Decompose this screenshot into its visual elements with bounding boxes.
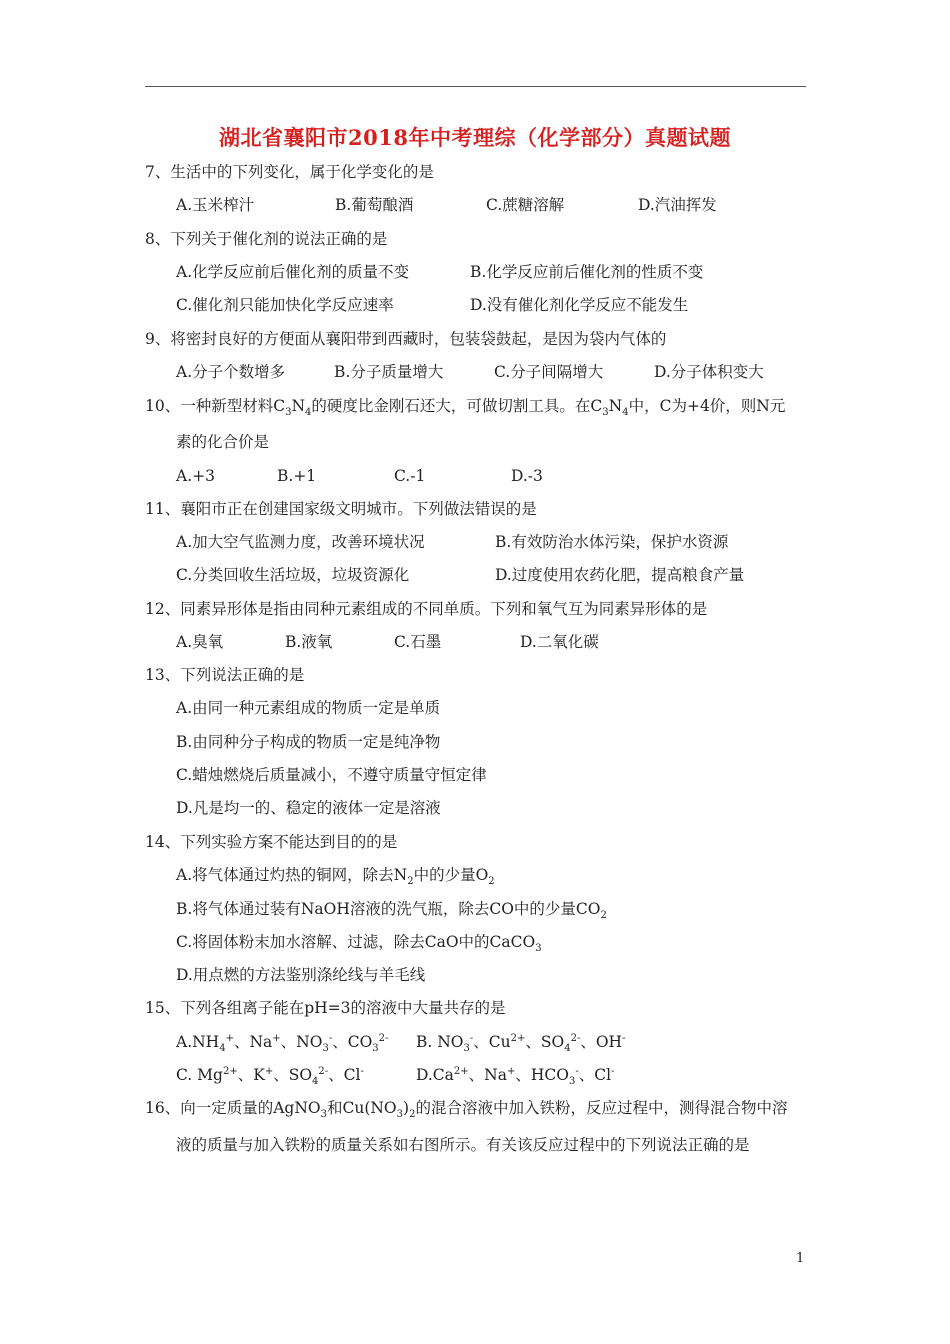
question-13-stem: 13、下列说法正确的是 <box>145 666 305 684</box>
question-10-option-a: A.+3 <box>176 467 215 485</box>
question-7-option-c: C.蔗糖溶解 <box>486 196 565 214</box>
question-10-stem: 10、一种新型材料$C_3N_4$的硬度比金刚石还大，可做切割工具。在$C_3N_4$中，C为+4价，则N元 <box>145 397 786 419</box>
question-16-stem: 16、向一定质量的AgNO$_3$和$Cu(NO_3)_2$的混合溶液中加入铁粉，反应过程中，测得混合物中溶 <box>145 1099 788 1121</box>
question-8-option-b: B.化学反应前后催化剂的性质不变 <box>470 263 704 281</box>
page-number: 1 <box>796 1251 805 1266</box>
question-12-option-b: B.液氧 <box>285 633 333 651</box>
question-15-option-a: $A.NH_4^+$、Na+、$NO_3^-$、$CO_3^{2-}$ <box>176 1032 389 1055</box>
question-13-option-b: B.由同种分子构成的物质一定是纯净物 <box>176 733 441 751</box>
question-10-stem-line-2: 素的化合价是 <box>176 433 270 451</box>
question-13-option-c: C.蜡烛燃烧后质量减小，不遵守质量守恒定律 <box>176 766 487 784</box>
question-7-option-b: B.葡萄酿酒 <box>335 196 414 214</box>
question-9-option-d: D.分子体积变大 <box>654 363 764 381</box>
question-12-option-a: A.臭氧 <box>176 633 224 651</box>
page-title: 湖北省襄阳市2018年中考理综（化学部分）真题试题 <box>219 125 731 150</box>
question-8-option-d: D.没有催化剂化学反应不能发生 <box>470 296 689 314</box>
question-7-stem: 7、生活中的下列变化，属于化学变化的是 <box>145 163 434 181</box>
question-13-option-a: A.由同一种元素组成的物质一定是单质 <box>176 699 441 717</box>
question-16-stem-line-2: 液的质量与加入铁粉的质量关系如右图所示。有关该反应过程中的下列说法正确的是 <box>176 1136 750 1154</box>
question-12-stem: 12、同素异形体是指由同种元素组成的不同单质。下列和氧气互为同素异形体的是 <box>145 600 708 618</box>
question-9-stem: 9、将密封良好的方便面从襄阳带到西藏时，包装袋鼓起，是因为袋内气体的 <box>145 330 667 348</box>
question-7-option-d: D.汽油挥发 <box>638 196 717 214</box>
question-8-option-c: C.催化剂只能加快化学反应速率 <box>176 296 394 314</box>
question-11-option-a: A.加大空气监测力度，改善环境状况 <box>176 533 425 551</box>
question-12-option-d: D.二氧化碳 <box>520 633 599 651</box>
question-12-option-c: C.石墨 <box>394 633 442 651</box>
question-15-option-c: C. $Mg^{2+}$、K+、$SO_4^{2-}$、Cl- <box>176 1065 364 1088</box>
question-11-option-d: D.过度使用农药化肥，提高粮食产量 <box>495 566 745 584</box>
question-14-option-d: D.用点燃的方法鉴别涤纶线与羊毛线 <box>176 966 426 984</box>
header-rule <box>145 86 806 87</box>
question-10-option-c: C.-1 <box>394 467 426 485</box>
question-10-option-b: B.+1 <box>277 467 317 485</box>
question-9-option-c: C.分子间隔增大 <box>494 363 604 381</box>
question-14-option-b: B.将气体通过装有NaOH溶液的洗气瓶，除去CO中的少量$CO_2$ <box>176 900 607 922</box>
question-8-stem: 8、下列关于催化剂的说法正确的是 <box>145 230 388 248</box>
question-14-stem: 14、下列实验方案不能达到目的的是 <box>145 833 398 851</box>
question-14-option-c: C.将固体粉末加水溶解、过滤，除去CaO中的CaCO$_3$ <box>176 933 542 955</box>
question-9-option-a: A.分子个数增多 <box>176 363 286 381</box>
question-8-option-a: A.化学反应前后催化剂的质量不变 <box>176 263 410 281</box>
question-15-option-b: B. $NO_3^-$、$Cu^{2+}$、$SO_4^{2-}$、OH- <box>416 1032 626 1055</box>
question-7-option-a: A.玉米榨汁 <box>176 196 255 214</box>
question-15-option-d: $D.Ca^{2+}$、Na+、$HCO_3^-$、Cl- <box>416 1065 615 1088</box>
question-10-option-d: D.-3 <box>511 467 543 485</box>
question-9-option-b: B.分子质量增大 <box>334 363 444 381</box>
question-11-stem: 11、襄阳市正在创建国家级文明城市。下列做法错误的是 <box>145 500 537 518</box>
question-15-stem: 15、下列各组离子能在pH=3的溶液中大量共存的是 <box>145 999 506 1017</box>
question-11-option-b: B.有效防治水体污染，保护水资源 <box>495 533 729 551</box>
question-11-option-c: C.分类回收生活垃圾，垃圾资源化 <box>176 566 410 584</box>
question-14-option-a: A.将气体通过灼热的铜网，除去$N_2$中的少量$O_2$ <box>176 866 495 888</box>
question-13-option-d: D.凡是均一的、稳定的液体一定是溶液 <box>176 799 441 817</box>
